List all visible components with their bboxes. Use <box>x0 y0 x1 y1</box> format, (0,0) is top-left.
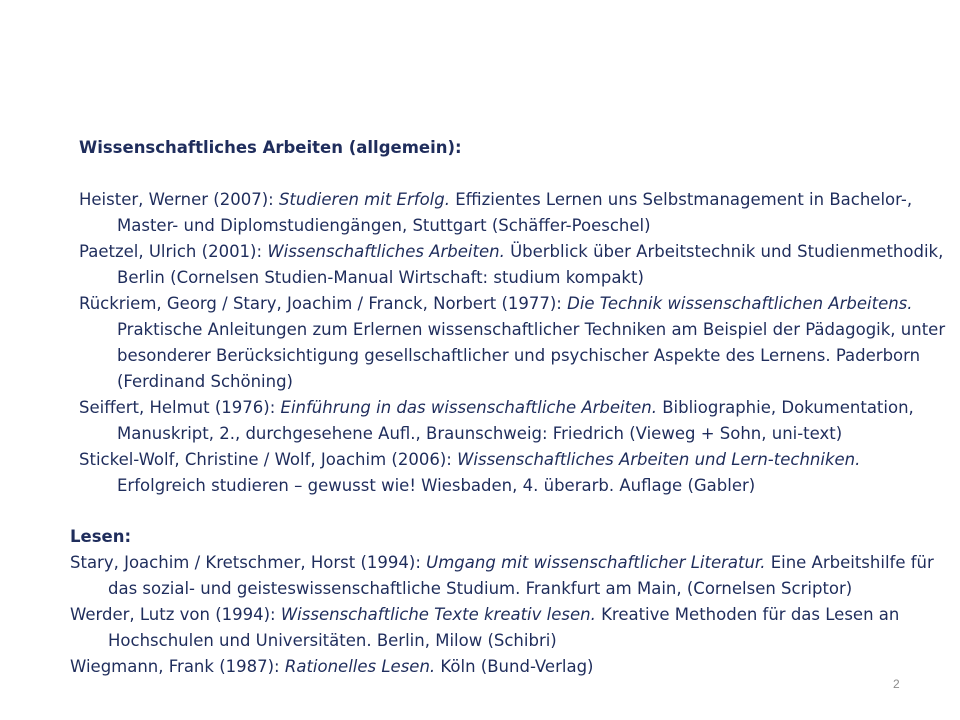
reference-entry <box>70 654 940 680</box>
reference-details: Kreative Methoden für das Lesen an Hochschulen und Universitäten. Berlin, Milow (Schibri) <box>108 605 900 650</box>
reference-details: Effizientes Lernen uns Selbstmanagement in Bachelor-, Master- und Diplomstudiengängen, Stuttgart (Schäffer-Poeschel) <box>117 190 913 235</box>
reference-details: Bibliographie, Dokumentation, Manuskript, 2., durchgesehene Aufl., Braunschweig: Friedrich (Vieweg + Sohn, uni-text) <box>117 398 914 443</box>
reference-author: Stickel-Wolf, Christine / Wolf, Joachim (2006): <box>79 450 458 469</box>
reference-author: Werder, Lutz von (1994): <box>70 605 281 624</box>
reference-title: Rationelles Lesen. <box>284 657 436 676</box>
reference-entry <box>70 550 940 602</box>
reference-title: Die Technik wissenschaftlichen Arbeitens. <box>567 294 913 313</box>
reference-details: Köln (Bund-Verlag) <box>435 657 594 676</box>
reference-details: Erfolgreich studieren – gewusst wie! Wiesbaden, 4. überarb. Auflage (Gabler) <box>117 476 756 495</box>
reference-author: Heister, Werner (2007): <box>79 190 279 209</box>
reference-entry <box>79 239 949 291</box>
reference-title: Wissenschaftliches Arbeiten und Lern-techniken. <box>457 450 861 469</box>
page-number: 2 <box>893 677 900 691</box>
section-heading-general: Wissenschaftliches Arbeiten (allgemein): <box>79 138 462 157</box>
reference-title: Studieren mit Erfolg. <box>278 190 450 209</box>
reference-author: Stary, Joachim / Kretschmer, Horst (1994): <box>70 553 427 572</box>
reference-entry <box>79 187 949 239</box>
reference-entry <box>79 447 949 499</box>
reference-author: Seiffert, Helmut (1976): <box>79 398 281 417</box>
reference-author: Rückriem, Georg / Stary, Joachim / Franck, Norbert (1977): <box>79 294 568 313</box>
reference-details: Eine Arbeitshilfe für das sozial- und geisteswissenschaftliche Studium. Frankfurt am Main, (Cornelsen Scriptor) <box>108 553 934 598</box>
spacer <box>79 161 949 187</box>
section-general-literature <box>79 135 949 499</box>
reference-details: Überblick über Arbeitstechnik und Studienmethodik, Berlin (Cornelsen Studien-Manual Wirtschaft: studium kompakt) <box>117 242 944 287</box>
section-heading-reading: Lesen: <box>70 527 132 546</box>
reference-entry <box>79 395 949 447</box>
reference-details: Praktische Anleitungen zum Erlernen wissenschaftlicher Techniken am Beispiel der Pädagogik, unter besonderer Berücksichtigung gesellschaftlicher und psychischer Aspekte des Lernens. Paderborn (Ferdinand Schöning) <box>117 320 946 391</box>
section-reading-literature <box>70 524 940 680</box>
reference-title: Umgang mit wissenschaftlicher Literatur. <box>426 553 766 572</box>
reference-author: Paetzel, Ulrich (2001): <box>79 242 268 261</box>
reference-title: Wissenschaftliches Arbeiten. <box>267 242 505 261</box>
reference-entry <box>79 291 949 395</box>
reference-author: Wiegmann, Frank (1987): <box>70 657 285 676</box>
reference-entry <box>70 602 940 654</box>
reference-title: Einführung in das wissenschaftliche Arbeiten. <box>280 398 657 417</box>
reference-title: Wissenschaftliche Texte kreativ lesen. <box>280 605 596 624</box>
